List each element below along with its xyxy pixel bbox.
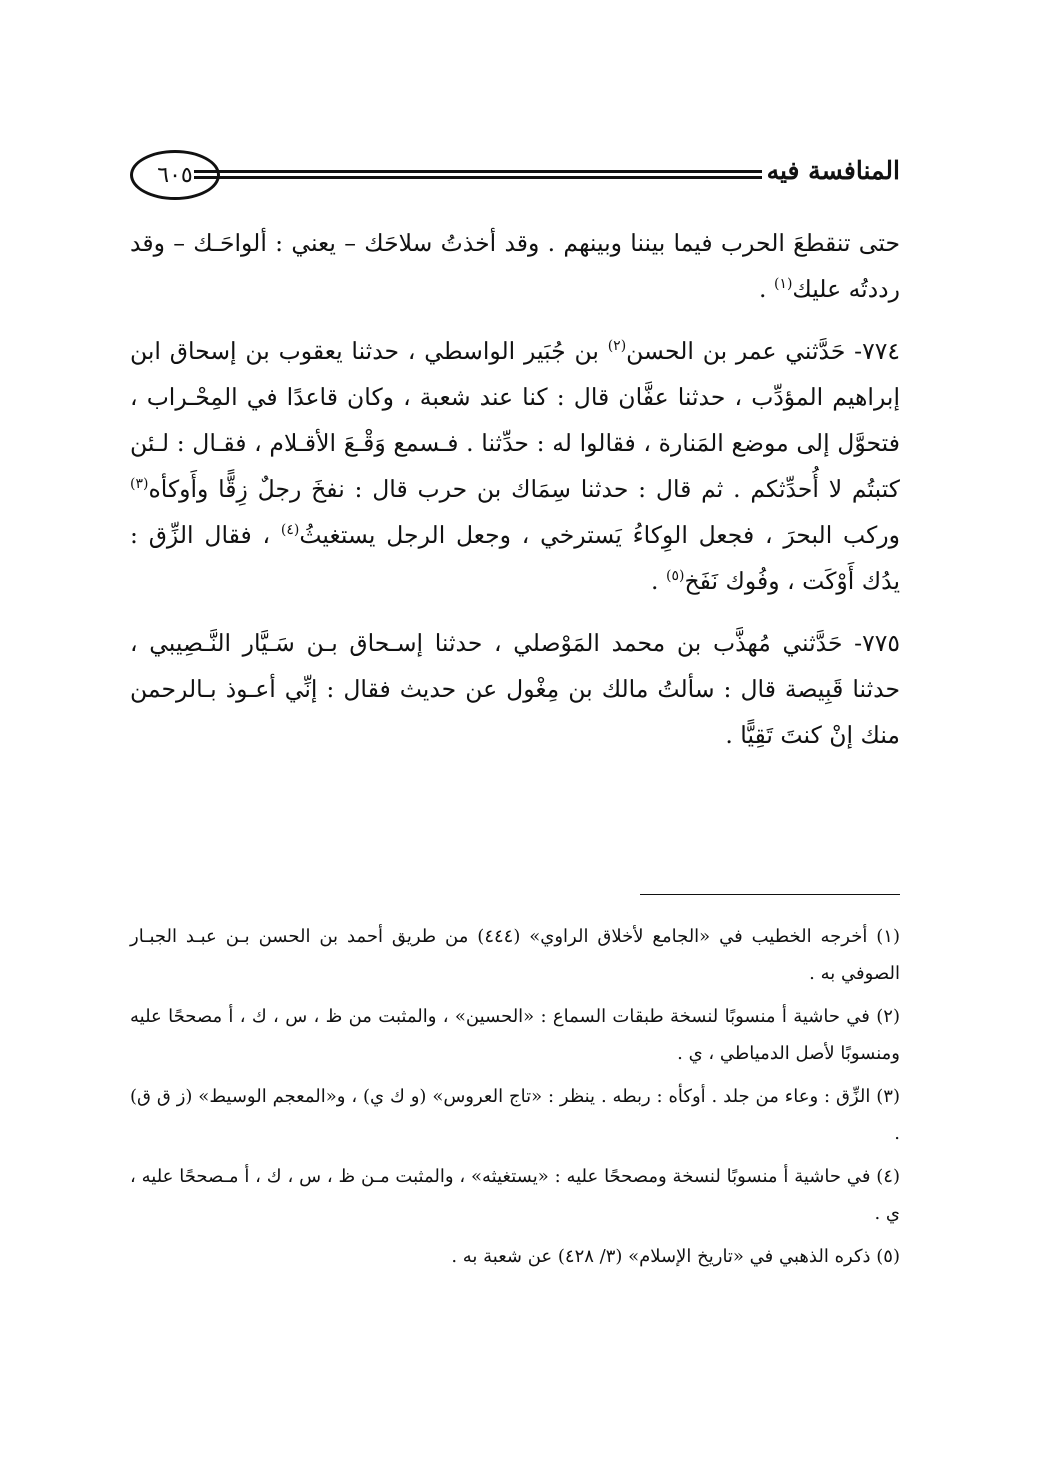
page-header (130, 150, 900, 214)
footnotes (130, 918, 900, 1281)
paragraph-continuation: حتى تنقطعَ الحرب فيما بيننا وبينهم . وقد أخذتُ سلاحَك – يعني : ألواحَـك – وقد رددتُه عليك$^{(١)}$ . (130, 229, 900, 303)
note-ref: (٥) (665, 568, 685, 585)
footnote: (٢) في حاشية أ منسوبًا لنسخة طبقات السماع : «الحسين» ، والمثبت من ظ ، س ، ك ، أ مصححًا عليه ومنسوبًا لأصل الدمياطي ، ي . (130, 1006, 900, 1064)
note-ref: (٢) (607, 338, 627, 355)
page-number: ٦٠٥ (130, 150, 220, 200)
footnote: (٤) في حاشية أ منسوبًا لنسخة ومصححًا عليه : «يستغيثه» ، والمثبت مـن ظ ، س ، ك ، أ مـصححًا عليه ، ي . (130, 1166, 900, 1224)
hadith-775: ٧٧٥- حَدَّثني مُهذَّب بن محمد المَوْصلي ، حدثنا إسـحاق بـن سَـيَّار النَّـصِيبي ، حدثنا قَبِيصة قال : سألتُ مالك بن مِغْول عن حديث فقال : إنِّي أعـوذ بـالرحمن منك إنْ كنتَ تَقِيًّا . (130, 629, 900, 749)
footnote-separator (640, 894, 900, 895)
header-rule (194, 170, 762, 182)
main-text (130, 220, 900, 758)
footnote: (١) أخرجه الخطيب في «الجامع لأخلاق الراوي» (٤٤٤) من طريق أحمد بن الحسن بـن عبـد الجبـار الصوفي به . (130, 926, 900, 984)
footnote: (٥) ذكره الذهبي في «تاريخ الإسلام» (٣/ ٤٢٨) عن شعبة به . (451, 1246, 900, 1267)
running-title: المنافسة فيه (766, 156, 900, 185)
note-ref: (٣) (130, 476, 149, 493)
footnote: (٣) الزِّق : وعاء من جلد . أوكأه : ربطه . ينظر : «تاج العروس» (و ك ي) ، و«المعجم الوسيط» (ز ق ق) . (130, 1086, 900, 1144)
note-ref: (٤) (280, 522, 300, 539)
hadith-774: ٧٧٤- حَدَّثني عمر بن الحسن$^{(٢)}$ بن جُبَير الواسطي ، حدثنا يعقوب بن إسحاق ابن إبراهيم المؤدِّب ، حدثنا عفَّان قال : كنا عند شعبة ، وكان قاعدًا في المِحْـراب ، فتحوَّل إلى موضع المَنارة ، فقالوا له : حدِّثنا . فـسمع وَقْـعَ الأقـلام ، فقـال : لـئن كتبتُم لا أُحدِّثكم . ثم قال : حدثنا سِمَاك بن حرب قال : نفخَ رجلٌ زِقًّا وأَوكأه$^{(٣)}$ وركب البحرَ ، فجعل الوِكاءُ يَسترخي ، وجعل الرجل يستغيثُ$^{(٤)}$ ، فقال الزِّق : يدُك أَوْكَت ، وفُوك نَفَخ$^{(٥)}$ . (130, 337, 901, 595)
note-ref: (١) (773, 276, 793, 293)
